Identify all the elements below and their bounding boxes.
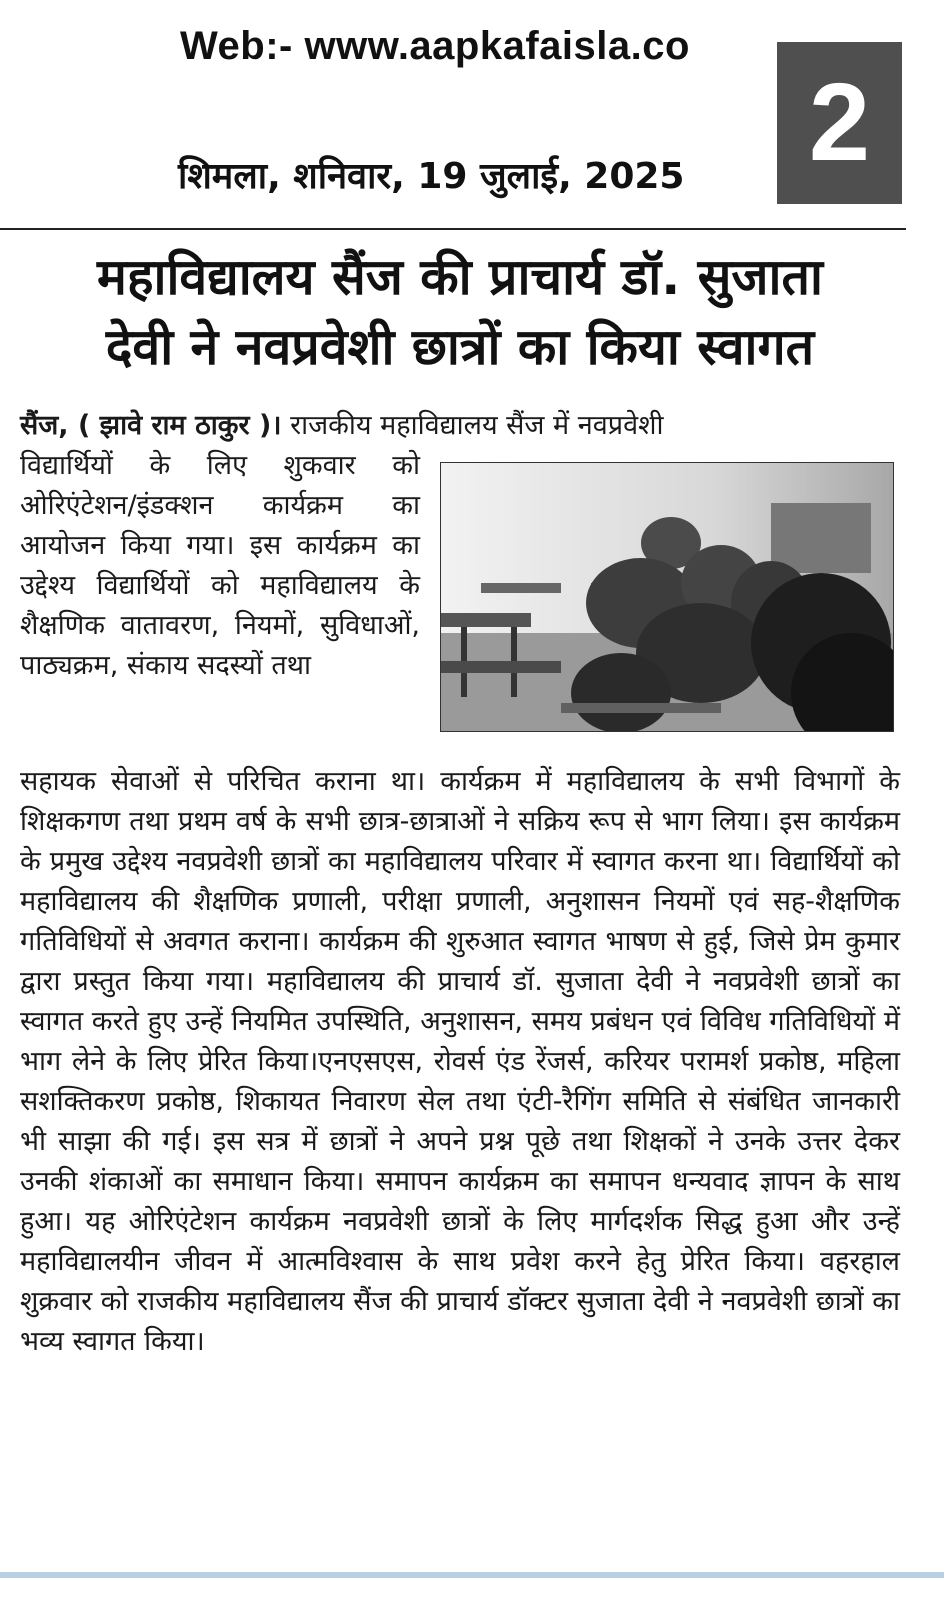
page-number-box (777, 42, 902, 204)
headline-line-2: देवी ने नवप्रवेशी छात्रों का किया स्वागत (105, 318, 815, 376)
header-divider (0, 228, 906, 230)
page-bottom-edge (0, 1572, 944, 1578)
page-number: 2 (808, 61, 871, 184)
article-first-text: राजकीय महाविद्यालय सैंज में नवप्रवेशी (290, 410, 664, 441)
article-wrapped-paragraph: विद्यार्थियों के लिए शुकवार को ओरिएंटेशन/इंडक्शन कार्यक्रम का आयोजन किया गया। इस कार्यक्रम का उद्देश्य विद्यार्थियों को महाविद्यालय के शैक्षणिक वातावरण, नियमों, सुविधाओं, पाठ्यक्रम, संकाय सदस्यों तथा (20, 450, 420, 681)
headline-line-1: महाविद्यालय सैंज की प्राचार्य डॉ. सुजाता (97, 248, 823, 306)
classroom-students-photo (440, 462, 894, 732)
article-headline (20, 242, 900, 382)
dateline: शिमला, शनिवार, 19 जुलाई, 2025 (178, 156, 685, 197)
article-first-line (20, 406, 900, 446)
article-main-paragraph: सहायक सेवाओं से परिचित कराना था। कार्यक्रम में महाविद्यालय के सभी विभागों के शिक्षकगण तथा प्रथम वर्ष के सभी छात्र-छात्राओं ने सक्रिय रूप से भाग लिया। इस कार्यक्रम के प्रमुख उद्देश्य नवप्रवेशी छात्रों का महाविद्यालय परिवार में स्वागत करना था। विद्यार्थियों को महाविद्यालय की शैक्षणिक प्रणाली, परीक्षा प्रणाली, अनुशासन नियमों एवं सह-शैक्षणिक गतिविधियों से अवगत कराना। कार्यक्रम की शुरुआत स्वागत भाषण से हुई, जिसे प्रेम कुमार द्वारा प्रस्तुत किया गया। महाविद्यालय की प्राचार्य डॉ. सुजाता देवी ने नवप्रवेशी छात्रों का स्वागत करते हुए उन्हें नियमित उपस्थिति, अनुशासन, समय प्रबंधन एवं विविध गतिविधियों में भाग लेने के लिए प्रेरित किया।एनएसएस, रोवर्स एंड रेंजर्स, करियर परामर्श प्रकोष्ठ, महिला सशक्तिकरण प्रकोष्ठ, शिकायत निवारण सेल तथा एंटी-रैगिंग समिति से संबंधित जानकारी भी साझा की गई। इस सत्र में छात्रों ने अपने प्रश्न पूछे तथा शिक्षकों ने उनके उत्तर देकर उनकी शंकाओं का समाधान किया। समापन कार्यक्रम का समापन धन्यवाद ज्ञापन के साथ हुआ। यह ओरिएंटेशन कार्यक्रम नवप्रवेशी छात्रों के लिए मार्गदर्शक सिद्ध हुआ और उन्हें महाविद्यालयीन जीवन में आत्मविश्वास के साथ प्रवेश करने हेतु प्रेरित किया। वहरहाल शुक्रवार को राजकीय महाविद्यालय सैंज की प्राचार्य डॉक्टर सुजाता देवी ने नवप्रवेशी छात्रों का भव्य स्वागत किया। (20, 766, 900, 1357)
website-url: Web:- www.aapkafaisla.co (180, 24, 690, 68)
article-byline: सैंज, ( झावे राम ठाकुर )। (20, 410, 282, 441)
